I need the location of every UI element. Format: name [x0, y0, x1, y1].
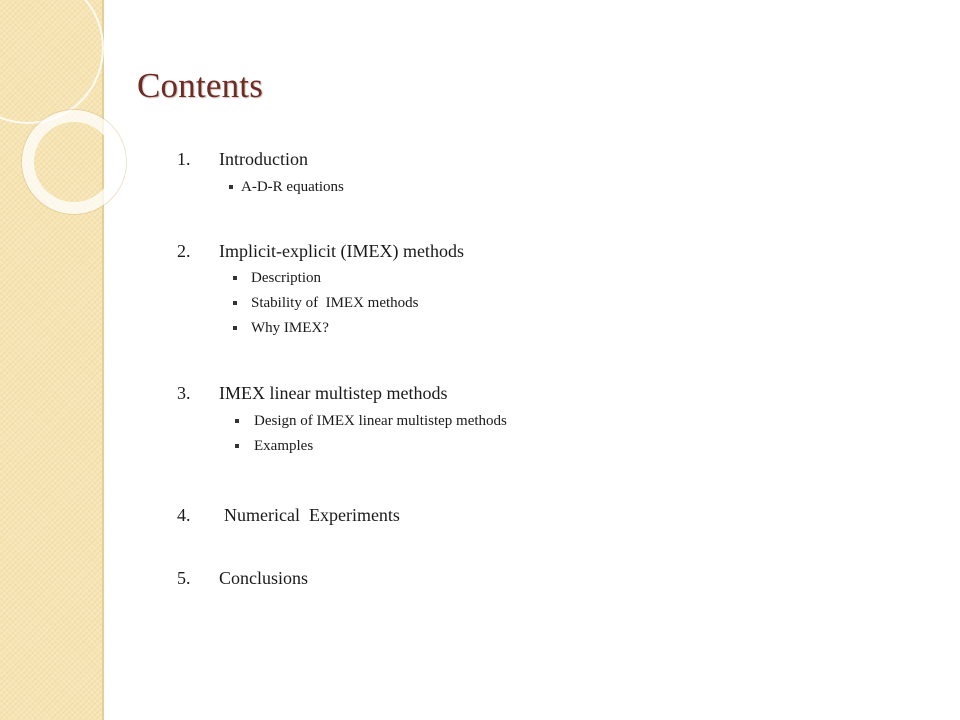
slide-title: Contents	[137, 66, 264, 105]
toc-item-label: IMEX linear multistep methods	[219, 383, 448, 403]
bullet-icon	[229, 185, 233, 189]
toc-item-label: Implicit-explicit (IMEX) methods	[219, 241, 464, 261]
toc-item-number: 1.	[177, 149, 191, 169]
toc-subitem-label: Why IMEX?	[251, 320, 329, 336]
bullet-icon	[233, 301, 237, 305]
toc-subitem-label: Stability of IMEX methods	[251, 295, 419, 311]
toc-item-number: 4.	[177, 505, 191, 525]
bullet-icon	[233, 276, 237, 280]
toc-item-number: 3.	[177, 383, 191, 403]
toc-subitem-label: A-D-R equations	[241, 179, 344, 195]
toc-subitem-label: Description	[251, 270, 321, 286]
bullet-icon	[235, 419, 239, 423]
toc-item-label: Conclusions	[219, 568, 309, 588]
bullet-icon	[235, 444, 239, 448]
toc-item-number: 5.	[177, 568, 191, 588]
toc-item-label: Numerical Experiments	[224, 505, 400, 525]
toc-item-number: 2.	[177, 241, 191, 261]
toc-subitem-label: Design of IMEX linear multistep methods	[254, 413, 507, 429]
toc-item-label: Introduction	[219, 149, 308, 169]
bullet-icon	[233, 326, 237, 330]
toc-subitem-label: Examples	[254, 438, 314, 454]
